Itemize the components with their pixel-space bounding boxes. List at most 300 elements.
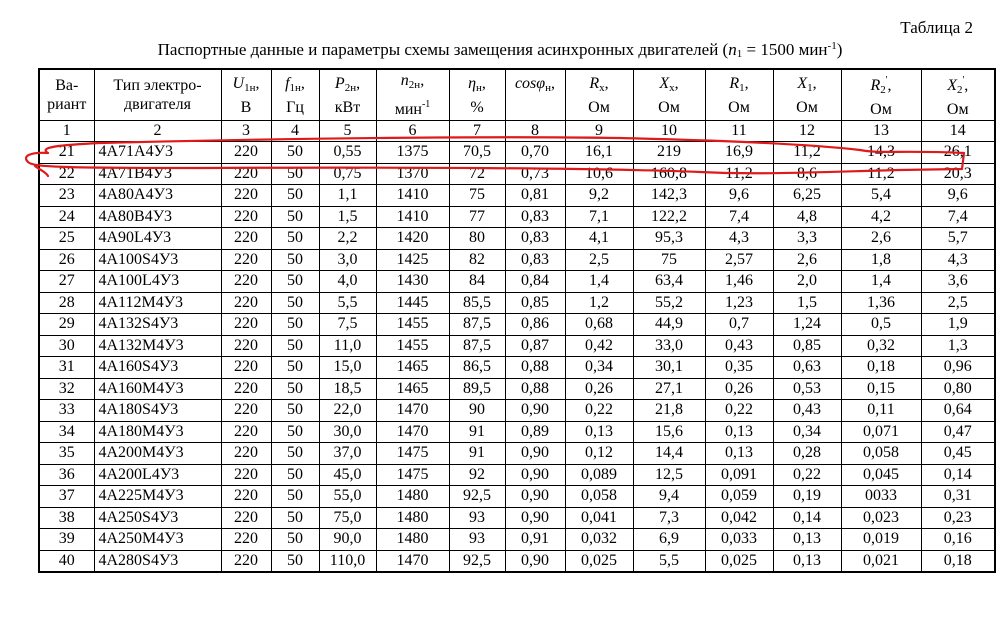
- value-cell: 1375: [376, 142, 449, 164]
- variant-cell: 39: [39, 529, 94, 551]
- value-cell: 0,96: [921, 357, 995, 379]
- value-cell: 1465: [376, 378, 449, 400]
- value-cell: 45,0: [319, 464, 376, 486]
- value-cell: 14,3: [841, 142, 921, 164]
- value-cell: 110,0: [319, 550, 376, 572]
- variant-cell: 34: [39, 421, 94, 443]
- value-cell: 50: [271, 421, 319, 443]
- value-cell: 0,019: [841, 529, 921, 551]
- value-cell: 0,90: [505, 550, 565, 572]
- table-row: [39, 271, 995, 293]
- value-cell: 14,4: [633, 443, 705, 465]
- value-cell: 0,84: [505, 271, 565, 293]
- symbol: R: [589, 74, 600, 92]
- value-cell: 0,83: [505, 206, 565, 228]
- header-unit: [272, 98, 319, 117]
- column-numbers-row: [39, 121, 995, 142]
- value-cell: 1370: [376, 163, 449, 185]
- variant-cell: 33: [39, 400, 94, 422]
- value-cell: 1480: [376, 486, 449, 508]
- value-cell: 5,4: [841, 185, 921, 207]
- table-row: [39, 443, 995, 465]
- value-cell: 55,0: [319, 486, 376, 508]
- value-cell: 0,26: [565, 378, 633, 400]
- value-cell: 0,85: [773, 335, 841, 357]
- value-cell: 0,11: [841, 400, 921, 422]
- header-symbol: $R_1$,: [729, 74, 749, 94]
- column-header: [94, 69, 221, 121]
- value-cell: 0,32: [841, 335, 921, 357]
- value-cell: 50: [271, 249, 319, 271]
- header-unit: [706, 98, 773, 117]
- value-cell: 92: [449, 464, 505, 486]
- value-cell: 1,1: [319, 185, 376, 207]
- value-cell: 0,83: [505, 249, 565, 271]
- value-cell: 1410: [376, 206, 449, 228]
- value-cell: 86,5: [449, 357, 505, 379]
- header-symbol: $X_1$,: [797, 74, 817, 94]
- column-number: 14: [921, 121, 995, 142]
- value-cell: 0,81: [505, 185, 565, 207]
- motor-type-cell: 4А225М4У3: [94, 486, 221, 508]
- value-cell: 0,13: [705, 443, 773, 465]
- value-cell: 15,0: [319, 357, 376, 379]
- value-cell: 1430: [376, 271, 449, 293]
- header-symbol: $R_x$,: [589, 74, 609, 94]
- value-cell: 0,34: [565, 357, 633, 379]
- value-cell: 220: [221, 163, 271, 185]
- value-cell: 1,5: [773, 292, 841, 314]
- value-cell: 1445: [376, 292, 449, 314]
- value-cell: 0,13: [773, 550, 841, 572]
- variant-cell: 25: [39, 228, 94, 250]
- value-cell: 1,4: [565, 271, 633, 293]
- variant-cell: 21: [39, 142, 94, 164]
- column-header: [39, 69, 94, 121]
- value-cell: 50: [271, 486, 319, 508]
- table-row: [39, 142, 995, 164]
- unit-label: мин: [394, 101, 422, 118]
- value-cell: 0,16: [921, 529, 995, 551]
- value-cell: 92,5: [449, 486, 505, 508]
- value-cell: 20,3: [921, 163, 995, 185]
- value-cell: 1470: [376, 400, 449, 422]
- value-cell: 85,5: [449, 292, 505, 314]
- value-cell: 0,033: [705, 529, 773, 551]
- value-cell: 63,4: [633, 271, 705, 293]
- value-cell: 0,045: [841, 464, 921, 486]
- value-cell: 91: [449, 421, 505, 443]
- table-caption: Паспортные данные и параметры схемы замещения асинхронных двигателей (n1 = 1500 мин$^{-1}$): [157, 40, 843, 60]
- unit-label: Ом: [658, 98, 680, 116]
- table-row: [39, 292, 995, 314]
- value-cell: 2,5: [921, 292, 995, 314]
- value-cell: 0,43: [773, 400, 841, 422]
- unit-label: кВт: [334, 98, 361, 116]
- value-cell: 1410: [376, 185, 449, 207]
- value-cell: 0,18: [841, 357, 921, 379]
- value-cell: 0,22: [773, 464, 841, 486]
- value-cell: 0,058: [565, 486, 633, 508]
- value-cell: 30,1: [633, 357, 705, 379]
- motor-type-cell: 4А250М4У3: [94, 529, 221, 551]
- header-symbol: $U_{1н}$,: [232, 74, 260, 94]
- motor-type-cell: 4А132М4У3: [94, 335, 221, 357]
- value-cell: 90,0: [319, 529, 376, 551]
- value-cell: 1,9: [921, 314, 995, 336]
- table-row: [39, 464, 995, 486]
- value-cell: 0,042: [705, 507, 773, 529]
- header-symbol: $f_{1н}$,: [285, 74, 305, 94]
- value-cell: 0,91: [505, 529, 565, 551]
- value-cell: 7,5: [319, 314, 376, 336]
- unit-label: Ом: [870, 101, 892, 118]
- value-cell: 0,071: [841, 421, 921, 443]
- table-row: [39, 249, 995, 271]
- value-cell: 1,8: [841, 249, 921, 271]
- value-cell: 50: [271, 314, 319, 336]
- value-cell: 0,87: [505, 335, 565, 357]
- motor-type-cell: 4А280S4У3: [94, 550, 221, 572]
- value-cell: 80: [449, 228, 505, 250]
- value-cell: 142,3: [633, 185, 705, 207]
- value-cell: 9,6: [705, 185, 773, 207]
- value-cell: 220: [221, 443, 271, 465]
- value-cell: 0,34: [773, 421, 841, 443]
- unit-label: Гц: [286, 98, 304, 116]
- symbol: cosφ: [514, 74, 546, 92]
- value-cell: 0,88: [505, 357, 565, 379]
- value-cell: 0,14: [921, 464, 995, 486]
- table-row: [39, 357, 995, 379]
- table-row: [39, 400, 995, 422]
- value-cell: 11,0: [319, 335, 376, 357]
- variant-cell: 35: [39, 443, 94, 465]
- value-cell: 0,23: [921, 507, 995, 529]
- value-cell: 2,0: [773, 271, 841, 293]
- symbol: X: [947, 77, 957, 94]
- value-cell: 0,14: [773, 507, 841, 529]
- value-cell: 1475: [376, 464, 449, 486]
- value-cell: 21,8: [633, 400, 705, 422]
- value-cell: 93: [449, 529, 505, 551]
- value-cell: 220: [221, 550, 271, 572]
- value-cell: 0,64: [921, 400, 995, 422]
- value-cell: 55,2: [633, 292, 705, 314]
- motor-type-cell: 4А80В4У3: [94, 206, 221, 228]
- value-cell: 72: [449, 163, 505, 185]
- value-cell: 50: [271, 185, 319, 207]
- value-cell: 0,7: [705, 314, 773, 336]
- value-cell: 0,025: [565, 550, 633, 572]
- motor-type-cell: 4А80А4У3: [94, 185, 221, 207]
- value-cell: 7,4: [705, 206, 773, 228]
- value-cell: 4,2: [841, 206, 921, 228]
- value-cell: 12,5: [633, 464, 705, 486]
- value-cell: 0,13: [773, 529, 841, 551]
- value-cell: 0,45: [921, 443, 995, 465]
- header-line-2: риант: [47, 96, 87, 113]
- symbol: f: [285, 74, 290, 92]
- value-cell: 50: [271, 464, 319, 486]
- value-cell: 0,089: [565, 464, 633, 486]
- value-cell: 1480: [376, 507, 449, 529]
- value-cell: 4,0: [319, 271, 376, 293]
- column-header: [271, 69, 319, 121]
- motor-type-cell: 4А160М4У3: [94, 378, 221, 400]
- value-cell: 6,9: [633, 529, 705, 551]
- value-cell: 77: [449, 206, 505, 228]
- column-header: [705, 69, 773, 121]
- value-cell: 90: [449, 400, 505, 422]
- header-unit: [506, 98, 565, 117]
- symbol-subscript: н: [476, 81, 482, 94]
- value-cell: 220: [221, 378, 271, 400]
- value-cell: 1465: [376, 357, 449, 379]
- header-unit: [842, 100, 921, 119]
- variant-cell: 40: [39, 550, 94, 572]
- variant-cell: 29: [39, 314, 94, 336]
- value-cell: 50: [271, 271, 319, 293]
- value-cell: 220: [221, 185, 271, 207]
- value-cell: 2,5: [565, 249, 633, 271]
- symbol-subscript: x: [599, 81, 605, 94]
- value-cell: 220: [221, 271, 271, 293]
- header-symbol: $\eta_н$,: [468, 74, 486, 94]
- value-cell: 3,0: [319, 249, 376, 271]
- motor-type-cell: 4А112М4У3: [94, 292, 221, 314]
- value-cell: 0,68: [565, 314, 633, 336]
- value-cell: 0,15: [841, 378, 921, 400]
- value-cell: 220: [221, 507, 271, 529]
- table-row: [39, 185, 995, 207]
- unit-label: Ом: [796, 98, 818, 116]
- variant-cell: 38: [39, 507, 94, 529]
- table-row: [39, 507, 995, 529]
- value-cell: 4,8: [773, 206, 841, 228]
- motor-type-cell: 4А160S4У3: [94, 357, 221, 379]
- value-cell: 0,058: [841, 443, 921, 465]
- motor-type-cell: 4А100S4У3: [94, 249, 221, 271]
- motor-data-table: [38, 68, 996, 573]
- value-cell: 0,43: [705, 335, 773, 357]
- value-cell: 5,5: [319, 292, 376, 314]
- value-cell: 0,90: [505, 443, 565, 465]
- value-cell: 0,47: [921, 421, 995, 443]
- variant-cell: 36: [39, 464, 94, 486]
- value-cell: 82: [449, 249, 505, 271]
- value-cell: 0,53: [773, 378, 841, 400]
- header-unit: [377, 95, 449, 119]
- variant-cell: 24: [39, 206, 94, 228]
- value-cell: 3,6: [921, 271, 995, 293]
- value-cell: 0,22: [565, 400, 633, 422]
- value-cell: 1,3: [921, 335, 995, 357]
- value-cell: 0,12: [565, 443, 633, 465]
- value-cell: 50: [271, 378, 319, 400]
- unit-label: В: [240, 98, 252, 116]
- symbol: R: [870, 77, 881, 94]
- header-unit: [774, 98, 841, 117]
- value-cell: 0,70: [505, 142, 565, 164]
- column-header: [841, 69, 921, 121]
- value-cell: 33,0: [633, 335, 705, 357]
- symbol-subscript: x: [669, 81, 675, 94]
- unit-label: %: [470, 98, 484, 116]
- column-number: 8: [505, 121, 565, 142]
- value-cell: 1,4: [841, 271, 921, 293]
- value-cell: 0,023: [841, 507, 921, 529]
- header-symbol: $P_{2н}$,: [334, 74, 361, 94]
- value-cell: 122,2: [633, 206, 705, 228]
- header-unit: [450, 98, 505, 117]
- value-cell: 1480: [376, 529, 449, 551]
- value-cell: 160,8: [633, 163, 705, 185]
- unit-label: Ом: [946, 101, 969, 118]
- value-cell: 1455: [376, 335, 449, 357]
- value-cell: 1455: [376, 314, 449, 336]
- value-cell: 0,28: [773, 443, 841, 465]
- value-cell: 220: [221, 335, 271, 357]
- value-cell: 50: [271, 163, 319, 185]
- variant-cell: 32: [39, 378, 94, 400]
- value-cell: 0,18: [921, 550, 995, 572]
- variant-cell: 26: [39, 249, 94, 271]
- value-cell: 0,90: [505, 486, 565, 508]
- header-line-1: Тип электро-: [113, 77, 202, 94]
- table-row: [39, 550, 995, 572]
- value-cell: 50: [271, 507, 319, 529]
- value-cell: 37,0: [319, 443, 376, 465]
- value-cell: 26,1: [921, 142, 995, 164]
- value-cell: 0033: [841, 486, 921, 508]
- symbol: U: [232, 74, 245, 92]
- header-symbol: $X_2'$,: [947, 75, 969, 96]
- value-cell: 0,90: [505, 464, 565, 486]
- value-cell: 2,2: [319, 228, 376, 250]
- value-cell: 50: [271, 335, 319, 357]
- header-unit: [320, 98, 376, 117]
- value-cell: 0,90: [505, 400, 565, 422]
- header-unit: [222, 98, 271, 117]
- table-row: [39, 228, 995, 250]
- value-cell: 0,13: [705, 421, 773, 443]
- value-cell: 1,23: [705, 292, 773, 314]
- motor-type-cell: 4А250S4У3: [94, 507, 221, 529]
- value-cell: 7,4: [921, 206, 995, 228]
- value-cell: 1,2: [565, 292, 633, 314]
- symbol: X: [659, 74, 670, 92]
- table-row: [39, 314, 995, 336]
- table-row: [39, 163, 995, 185]
- header-line-1: Ва-: [55, 77, 79, 94]
- motor-type-cell: 4А200М4У3: [94, 443, 221, 465]
- variant-cell: 28: [39, 292, 94, 314]
- value-cell: 1,24: [773, 314, 841, 336]
- value-cell: 0,041: [565, 507, 633, 529]
- variant-cell: 23: [39, 185, 94, 207]
- value-cell: 0,22: [705, 400, 773, 422]
- value-cell: 0,73: [505, 163, 565, 185]
- value-cell: 8,6: [773, 163, 841, 185]
- value-cell: 1425: [376, 249, 449, 271]
- value-cell: 220: [221, 206, 271, 228]
- symbol-subscript: 1н: [244, 81, 256, 94]
- column-header: [505, 69, 565, 121]
- value-cell: 0,31: [921, 486, 995, 508]
- column-header: [319, 69, 376, 121]
- value-cell: 87,5: [449, 335, 505, 357]
- value-cell: 0,19: [773, 486, 841, 508]
- value-cell: 93: [449, 507, 505, 529]
- value-cell: 220: [221, 529, 271, 551]
- column-header: [449, 69, 505, 121]
- value-cell: 9,2: [565, 185, 633, 207]
- column-number: 6: [376, 121, 449, 142]
- value-cell: 220: [221, 249, 271, 271]
- value-cell: 0,75: [319, 163, 376, 185]
- column-number: 10: [633, 121, 705, 142]
- value-cell: 50: [271, 292, 319, 314]
- table-row: [39, 421, 995, 443]
- variant-cell: 27: [39, 271, 94, 293]
- column-header: [565, 69, 633, 121]
- value-cell: 219: [633, 142, 705, 164]
- value-cell: 6,25: [773, 185, 841, 207]
- column-number: 7: [449, 121, 505, 142]
- column-number: 1: [39, 121, 94, 142]
- column-number: 11: [705, 121, 773, 142]
- value-cell: 50: [271, 400, 319, 422]
- motor-type-cell: 4А71В4У3: [94, 163, 221, 185]
- table-row: [39, 486, 995, 508]
- table-row: [39, 378, 995, 400]
- header-line-2: двигателя: [124, 96, 191, 113]
- motor-type-cell: 4А71А4У3: [94, 142, 221, 164]
- motor-type-cell: 4А100L4У3: [94, 271, 221, 293]
- prime-mark: ': [962, 75, 965, 86]
- table-row: [39, 206, 995, 228]
- variant-cell: 22: [39, 163, 94, 185]
- value-cell: 220: [221, 357, 271, 379]
- value-cell: 1420: [376, 228, 449, 250]
- value-cell: 1475: [376, 443, 449, 465]
- value-cell: 0,80: [921, 378, 995, 400]
- value-cell: 0,89: [505, 421, 565, 443]
- value-cell: 0,059: [705, 486, 773, 508]
- column-header: [921, 69, 995, 121]
- value-cell: 75,0: [319, 507, 376, 529]
- value-cell: 1470: [376, 550, 449, 572]
- value-cell: 16,1: [565, 142, 633, 164]
- column-number: 4: [271, 121, 319, 142]
- value-cell: 0,86: [505, 314, 565, 336]
- value-cell: 95,3: [633, 228, 705, 250]
- value-cell: 11,2: [841, 163, 921, 185]
- table-label: Таблица 2: [900, 18, 973, 37]
- column-number: 3: [221, 121, 271, 142]
- motor-type-cell: 4А180М4У3: [94, 421, 221, 443]
- header-unit: [922, 100, 995, 119]
- symbol: R: [729, 74, 740, 92]
- value-cell: 5,5: [633, 550, 705, 572]
- value-cell: 50: [271, 550, 319, 572]
- value-cell: 50: [271, 142, 319, 164]
- value-cell: 220: [221, 228, 271, 250]
- value-cell: 89,5: [449, 378, 505, 400]
- value-cell: 84: [449, 271, 505, 293]
- value-cell: 0,42: [565, 335, 633, 357]
